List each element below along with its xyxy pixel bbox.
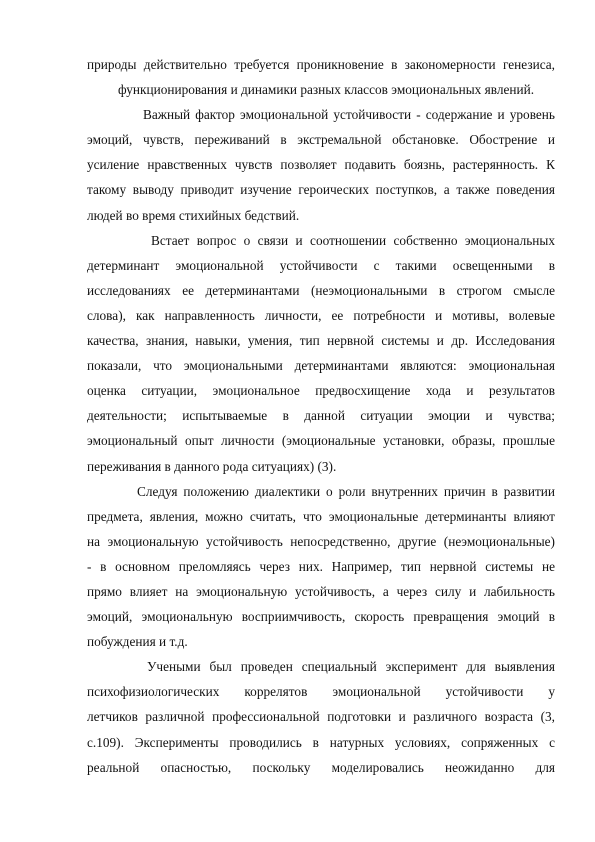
paragraph-emotional-factor xyxy=(87,102,555,227)
paragraph-dialectics xyxy=(87,479,555,655)
text-line: функционирования и динамики разных классов эмоциональных явлений. xyxy=(118,82,535,98)
text-line: - в основном преломляясь через них. Например, тип нервной системы не xyxy=(87,558,555,574)
text-line: людей во время стихийных бедствий. xyxy=(87,207,300,223)
text-line: детерминант эмоциональной устойчивости с такими освещенными в xyxy=(87,257,555,273)
text-line: эмоциональный опыт личности (эмоциональные установки, образы, прошлые xyxy=(87,433,555,449)
paragraph-experiment xyxy=(87,654,555,779)
text-line: усиление нравственных чувств позволяет подавить боязнь, растерянность. К xyxy=(87,157,555,173)
text-line: показали, что эмоциональными детерминантами являются: эмоциональная xyxy=(87,358,555,374)
paragraph-continuation xyxy=(87,52,555,102)
paragraph-determinants xyxy=(87,228,555,479)
text-line: слова), как направленность личности, ее потребности и мотивы, волевые xyxy=(87,307,555,323)
text-line: Следуя положению диалектики о роли внутренних причин в развитии xyxy=(137,483,555,499)
text-line: Важный фактор эмоциональной устойчивости - содержание и уровень xyxy=(143,107,555,123)
text-line: Встает вопрос о связи и соотношении собственно эмоциональных xyxy=(151,232,555,248)
text-line: на эмоциональную устойчивость непосредственно, другие (неэмоциональные) xyxy=(87,533,555,549)
text-line: переживания в данного рода ситуациях) (3). xyxy=(87,458,337,474)
text-line: летчиков различной профессиональной подготовки и различного возраста (3, xyxy=(87,709,555,725)
text-line: эмоций, чувств, переживаний в экстремальной обстановке. Обострение и xyxy=(87,132,555,148)
text-line: деятельности; испытываемые в данной ситуации эмоции и чувства; xyxy=(87,408,555,424)
text-line: прямо влияет на эмоциональную устойчивость, а через силу и лабильность xyxy=(87,583,555,599)
document-body xyxy=(87,52,555,780)
text-line: Учеными был проведен специальный эксперимент для выявления xyxy=(147,659,555,675)
text-line: такому выводу приводит изучение героических поступков, а также поведения xyxy=(87,182,555,198)
text-line: психофизиологических коррелятов эмоциональной устойчивости у xyxy=(87,684,555,700)
text-line: оценка ситуации, эмоциональное предвосхищение хода и результатов xyxy=(87,383,555,399)
text-line: эмоций, эмоциональную восприимчивость, скорость превращения эмоций в xyxy=(87,609,555,625)
text-line: реальной опасностью, поскольку моделировались неожиданно для xyxy=(87,759,555,775)
text-line: исследованиях ее детерминантами (неэмоциональными в строгом смысле xyxy=(87,282,555,298)
text-line: с.109). Эксперименты проводились в натурных условиях, сопряженных с xyxy=(87,734,555,750)
text-line: природы действительно требуется проникновение в закономерности генезиса, xyxy=(87,57,555,72)
text-line: качества, знания, навыки, умения, тип нервной системы и др. Исследования xyxy=(87,333,555,349)
text-line: побуждения и т.д. xyxy=(87,634,188,650)
text-line: предмета, явления, можно считать, что эмоциональные детерминанты влияют xyxy=(87,508,555,524)
